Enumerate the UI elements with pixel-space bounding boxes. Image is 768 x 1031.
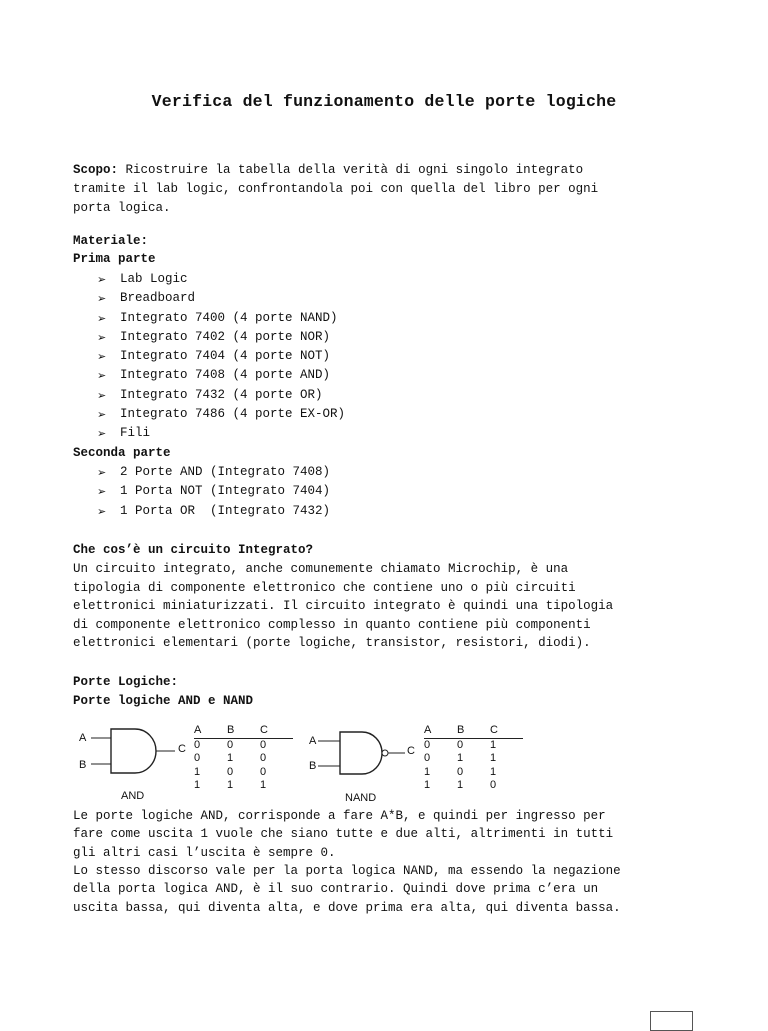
circuito-heading: Che cos’è un circuito Integrato? — [73, 543, 314, 557]
porte-line-5: della porta logica AND, è il suo contrario. Quindi dove prima c’era un — [73, 882, 599, 896]
seconda-parte-item — [97, 463, 330, 482]
prima-parte-item — [97, 270, 345, 289]
and-table-cell: 0 — [260, 738, 267, 751]
and-input-a-label: A — [79, 732, 87, 744]
page-title: Verifica del funzionamento delle porte logiche — [151, 92, 617, 111]
prima-parte-item — [97, 386, 345, 405]
prima-parte-item — [97, 289, 345, 308]
nand-table-row — [424, 779, 523, 793]
seconda-parte-item-text: 2 Porte AND (Integrato 7408) — [120, 465, 331, 479]
porte-line-4: Lo stesso discorso vale per la porta logica NAND, ma essendo la negazione — [73, 864, 621, 878]
nand-table-cell: 0 — [457, 765, 464, 778]
and-header-cell: C — [260, 724, 268, 736]
prima-parte-item — [97, 309, 345, 328]
nand-gate-name: NAND — [345, 792, 377, 804]
nand-table-cell: 1 — [457, 752, 464, 764]
arrow-bullet-icon: ➢ — [97, 408, 107, 422]
nand-header-cell: B — [457, 724, 465, 736]
porte-line-6: uscita bassa, qui diventa alta, e dove prima era alta, qui diventa bassa. — [73, 901, 621, 915]
prima-parte-item-text: Integrato 7408 (4 porte AND) — [120, 368, 331, 383]
prima-parte-item — [97, 405, 345, 424]
nand-table-header — [424, 724, 523, 739]
scopo-line-1 — [73, 161, 583, 180]
arrow-bullet-icon: ➢ — [97, 369, 107, 383]
and-input-b-label: B — [79, 759, 87, 771]
nand-table-row — [424, 739, 523, 753]
arrow-bullet-icon: ➢ — [97, 485, 107, 499]
arrow-bullet-icon: ➢ — [97, 466, 107, 479]
and-table-row — [194, 779, 293, 793]
nand-table-row — [424, 766, 523, 780]
porte-line-2: fare come uscita 1 vuole che siano tutte e due alti, altrimenti in tutti — [73, 827, 614, 841]
nand-table-cell: 1 — [490, 752, 497, 764]
circuito-line-5: elettronici elementari (porte logiche, transistor, resistori, diodi). — [73, 636, 591, 650]
arrow-bullet-icon: ➢ — [97, 427, 107, 441]
arrow-bullet-icon: ➢ — [97, 350, 107, 364]
prima-parte-item — [97, 328, 345, 347]
porte-subheading: Porte logiche AND e NAND — [73, 694, 254, 708]
scopo-line-2: tramite il lab logic, confrontandola poi con quella del libro per ogni — [73, 182, 599, 196]
circuito-line-2: tipologia di componente elettronico che contiene uno o più circuiti — [73, 581, 576, 595]
arrow-bullet-icon: ➢ — [97, 504, 107, 518]
materiale-heading: Materiale: — [73, 234, 149, 248]
and-table-cell: 0 — [194, 738, 201, 751]
nand-table-row — [424, 752, 523, 766]
porte-line-1: Le porte logiche AND, corrisponde a fare A*B, e quindi per ingresso per — [73, 809, 606, 823]
arrow-bullet-icon: ➢ — [97, 388, 107, 402]
prima-parte-item — [97, 424, 345, 443]
nand-gate-diagram — [305, 722, 430, 812]
and-table-cell: 1 — [260, 779, 267, 791]
nand-table-cell: 1 — [490, 765, 497, 778]
nand-table-cell: 0 — [490, 779, 497, 791]
prima-parte-item-text: Fili — [120, 426, 151, 441]
arrow-bullet-icon: ➢ — [97, 292, 107, 306]
prima-parte-item-text: Integrato 7404 (4 porte NOT) — [120, 349, 331, 364]
and-table-row — [194, 766, 293, 780]
arrow-bullet-icon: ➢ — [97, 273, 107, 286]
porte-heading: Porte Logiche: — [73, 675, 179, 689]
seconda-parte-item — [97, 502, 330, 521]
arrow-bullet-icon: ➢ — [97, 330, 107, 344]
prima-parte-item-text: Integrato 7432 (4 porte OR) — [120, 387, 323, 402]
prima-parte-item-text: Breadboard — [120, 291, 196, 306]
and-table-cell: 0 — [227, 738, 234, 751]
scopo-text-1: Ricostruire la tabella della verità di ogni singolo integrato — [118, 163, 584, 177]
and-table-row — [194, 739, 293, 753]
seconda-parte-item-text: 1 Porta OR (Integrato 7432) — [120, 503, 331, 518]
nand-truth-table — [424, 724, 523, 793]
prima-parte-item-text: Integrato 7400 (4 porte NAND) — [120, 310, 338, 325]
seconda-parte-item-text: 1 Porta NOT (Integrato 7404) — [120, 484, 331, 499]
nand-table-cell: 0 — [424, 752, 431, 764]
seconda-parte-item — [97, 482, 330, 501]
and-table-cell: 0 — [260, 752, 267, 764]
and-truth-table — [194, 724, 293, 793]
nand-output-c-label: C — [407, 745, 415, 757]
and-table-header — [194, 724, 293, 739]
nand-table-cell: 1 — [424, 765, 431, 778]
seconda-parte-heading: Seconda parte — [73, 446, 171, 460]
and-header-cell: A — [194, 724, 202, 736]
and-table-cell: 1 — [227, 779, 234, 791]
nand-gate-symbol — [305, 722, 430, 792]
circuito-line-4: di componente elettronico complesso in quanto contiene più componenti — [73, 618, 591, 632]
prima-parte-item — [97, 366, 345, 385]
page-number-box — [650, 1011, 693, 1031]
prima-parte-item — [97, 347, 345, 366]
porte-line-3: gli altri casi l’uscita è sempre 0. — [73, 846, 336, 860]
prima-parte-item-text: Lab Logic — [120, 272, 188, 286]
circuito-line-1: Un circuito integrato, anche comunemente chiamato Microchip, è una — [73, 562, 569, 576]
scopo-label: Scopo: — [73, 163, 119, 177]
and-table-cell: 1 — [194, 765, 201, 778]
nand-table-cell: 0 — [424, 738, 431, 751]
nand-input-b-label: B — [309, 760, 317, 772]
and-table-row — [194, 752, 293, 766]
nand-table-cell: 1 — [424, 779, 431, 791]
and-output-c-label: C — [178, 743, 186, 755]
and-gate-diagram — [73, 722, 193, 812]
and-table-cell: 0 — [227, 765, 234, 778]
and-table-cell: 1 — [194, 779, 201, 791]
circuito-line-3: elettronici miniaturizzati. Il circuito integrato è quindi una tipologia — [73, 599, 614, 613]
prima-parte-item-text: Integrato 7486 (4 porte EX-OR) — [120, 407, 346, 422]
and-table-cell: 0 — [260, 765, 267, 778]
seconda-parte-list — [97, 463, 330, 521]
prima-parte-heading: Prima parte — [73, 252, 156, 266]
nand-header-cell: C — [490, 724, 498, 736]
and-table-cell: 0 — [194, 752, 201, 764]
scopo-line-3: porta logica. — [73, 201, 171, 215]
nand-table-cell: 1 — [490, 738, 497, 751]
nand-input-a-label: A — [309, 735, 317, 747]
and-gate-name: AND — [121, 790, 145, 802]
nand-table-cell: 0 — [457, 738, 464, 751]
and-header-cell: B — [227, 724, 235, 736]
prima-parte-list — [97, 270, 345, 444]
arrow-bullet-icon: ➢ — [97, 311, 107, 325]
and-gate-symbol — [73, 722, 193, 792]
nand-table-cell: 1 — [457, 779, 464, 791]
prima-parte-item-text: Integrato 7402 (4 porte NOR) — [120, 329, 331, 344]
and-table-cell: 1 — [227, 752, 234, 764]
nand-header-cell: A — [424, 724, 432, 736]
